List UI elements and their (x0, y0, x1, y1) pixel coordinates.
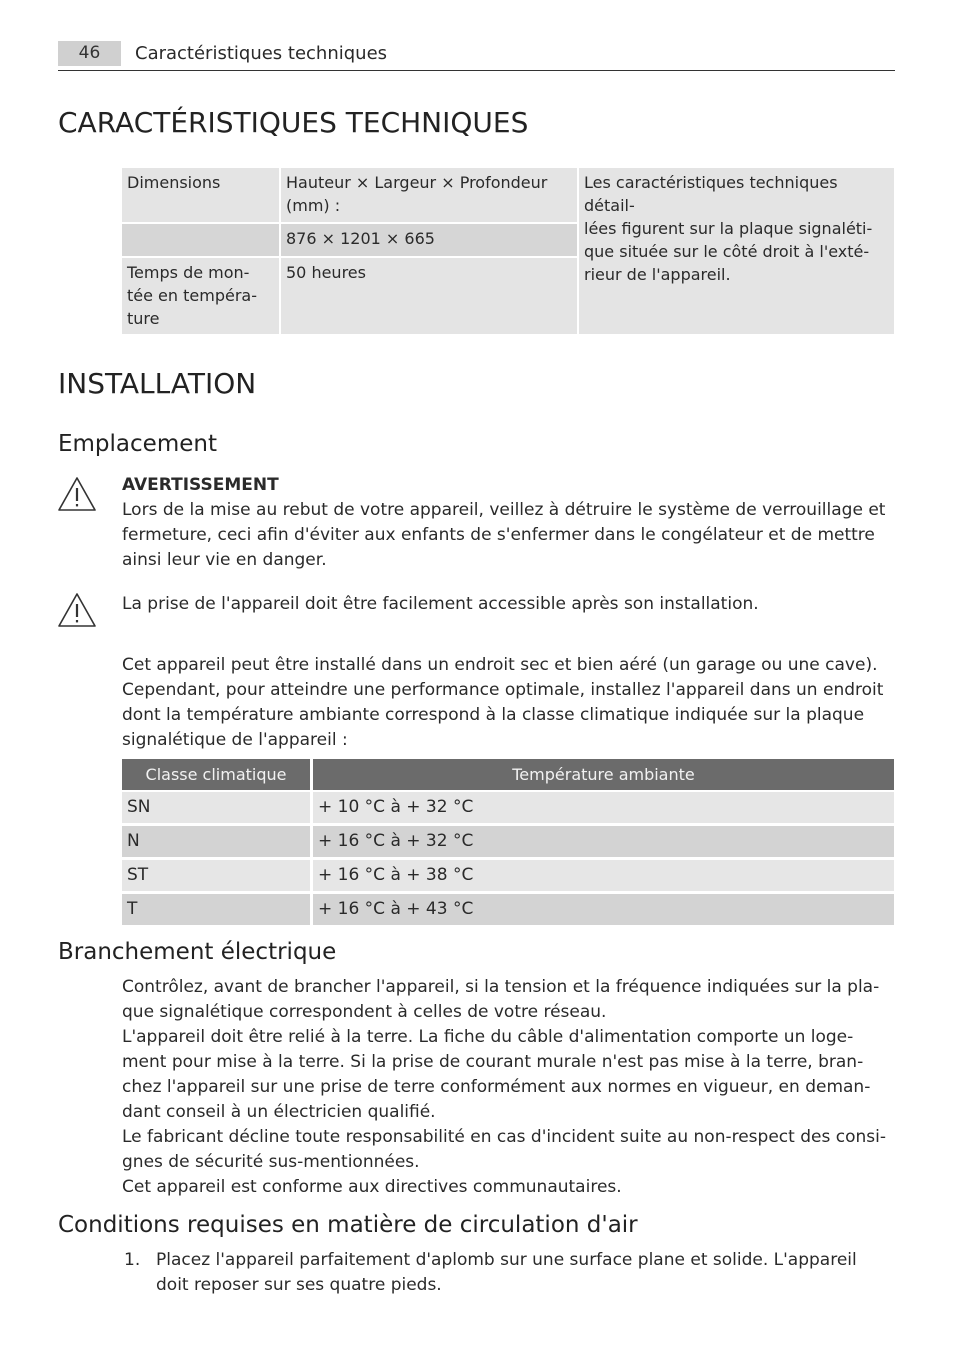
temperature-range-cell: + 16 °C à + 38 °C (313, 860, 894, 891)
location-paragraph (122, 653, 912, 753)
warning-plug-text: La prise de l'appareil doit être facilement accessible après son installation. (122, 594, 759, 614)
text-line: signalétique de l'appareil : (122, 730, 348, 750)
text-line: doit reposer sur ses quatre pieds. (156, 1275, 442, 1295)
text-line: Lors de la mise au rebut de votre appareil, veillez à détruire le système de verrouillage et (122, 500, 886, 520)
branchement-title: Branchement électrique (58, 939, 337, 965)
specs-section-title: CARACTÉRISTIQUES TECHNIQUES (58, 106, 529, 139)
warning-title: AVERTISSEMENT (122, 475, 279, 495)
text-line: que signalétique correspondent à celles de votre réseau. (122, 1002, 607, 1022)
specs-note-line: lées figurent sur la plaque signaléti- (584, 219, 873, 238)
climate-header-temperature: Température ambiante (313, 759, 894, 790)
specs-label-dimensions: Dimensions (122, 168, 279, 222)
climate-class-cell: ST (122, 860, 310, 891)
step-number: 1. (124, 1250, 141, 1270)
circulation-title: Conditions requises en matière de circulation d'air (58, 1212, 638, 1238)
specs-note-line: que située sur le côté droit à l'exté- (584, 242, 870, 261)
warning-triangle-icon (57, 592, 97, 628)
branchement-paragraph (122, 975, 922, 1200)
text-line: ainsi leur vie en danger. (122, 550, 327, 570)
text-line: fermeture, ceci afin d'éviter aux enfants de s'enfermer dans le congélateur et de mettre (122, 525, 875, 545)
specs-label-empty (122, 224, 279, 256)
header-divider (58, 70, 895, 71)
rise-time-label-line: tée en tempéra- (127, 286, 257, 305)
text-line: dant conseil à un électricien qualifié. (122, 1102, 436, 1122)
rise-time-label-line: ture (127, 309, 160, 328)
specs-note-line: Les caractéristiques techniques détail- (584, 173, 838, 215)
step-text (156, 1248, 916, 1298)
text-line: chez l'appareil sur une prise de terre conformément aux normes en vigueur, en deman- (122, 1077, 871, 1097)
climate-class-cell: SN (122, 792, 310, 823)
text-line: Contrôlez, avant de brancher l'appareil, si la tension et la fréquence indiquées sur la pla- (122, 977, 880, 997)
text-line: Cet appareil peut être installé dans un endroit sec et bien aéré (un garage ou une cave). (122, 655, 878, 675)
temperature-range-cell: + 16 °C à + 43 °C (313, 894, 894, 925)
warning-text (122, 498, 902, 573)
specs-value-dimensions-caption: Hauteur × Largeur × Profondeur (mm) : (281, 168, 577, 222)
text-line: Placez l'appareil parfaitement d'aplomb sur une surface plane et solide. L'appareil (156, 1250, 857, 1270)
text-line: dont la température ambiante correspond à la classe climatique indiquée sur la plaque (122, 705, 865, 725)
climate-class-cell: N (122, 826, 310, 857)
specs-label-rise-time (122, 258, 279, 334)
install-section-title: INSTALLATION (58, 367, 257, 400)
text-line: Cet appareil est conforme aux directives communautaires. (122, 1177, 622, 1197)
temperature-range-cell: + 16 °C à + 32 °C (313, 826, 894, 857)
temperature-range-cell: + 10 °C à + 32 °C (313, 792, 894, 823)
specs-value-rise-time: 50 heures (281, 258, 577, 334)
text-line: L'appareil doit être relié à la terre. La fiche du câble d'alimentation comporte un loge- (122, 1027, 854, 1047)
specs-value-dimensions: 876 × 1201 × 665 (281, 224, 577, 256)
page-number: 46 (58, 41, 121, 66)
climate-class-cell: T (122, 894, 310, 925)
specs-note (579, 168, 894, 334)
running-title: Caractéristiques techniques (135, 43, 388, 64)
emplacement-title: Emplacement (58, 431, 217, 457)
rise-time-label-line: Temps de mon- (127, 263, 250, 282)
text-line: ment pour mise à la terre. Si la prise de courant murale n'est pas mise à la terre, bran- (122, 1052, 864, 1072)
specs-note-line: rieur de l'appareil. (584, 265, 731, 284)
text-line: Cependant, pour atteindre une performance optimale, installez l'appareil dans un endroit (122, 680, 884, 700)
climate-header-class: Classe climatique (122, 759, 310, 790)
text-line: gnes de sécurité sus-mentionnées. (122, 1152, 420, 1172)
text-line: Le fabricant décline toute responsabilité en cas d'incident suite au non-respect des consi- (122, 1127, 886, 1147)
warning-triangle-icon (57, 476, 97, 512)
